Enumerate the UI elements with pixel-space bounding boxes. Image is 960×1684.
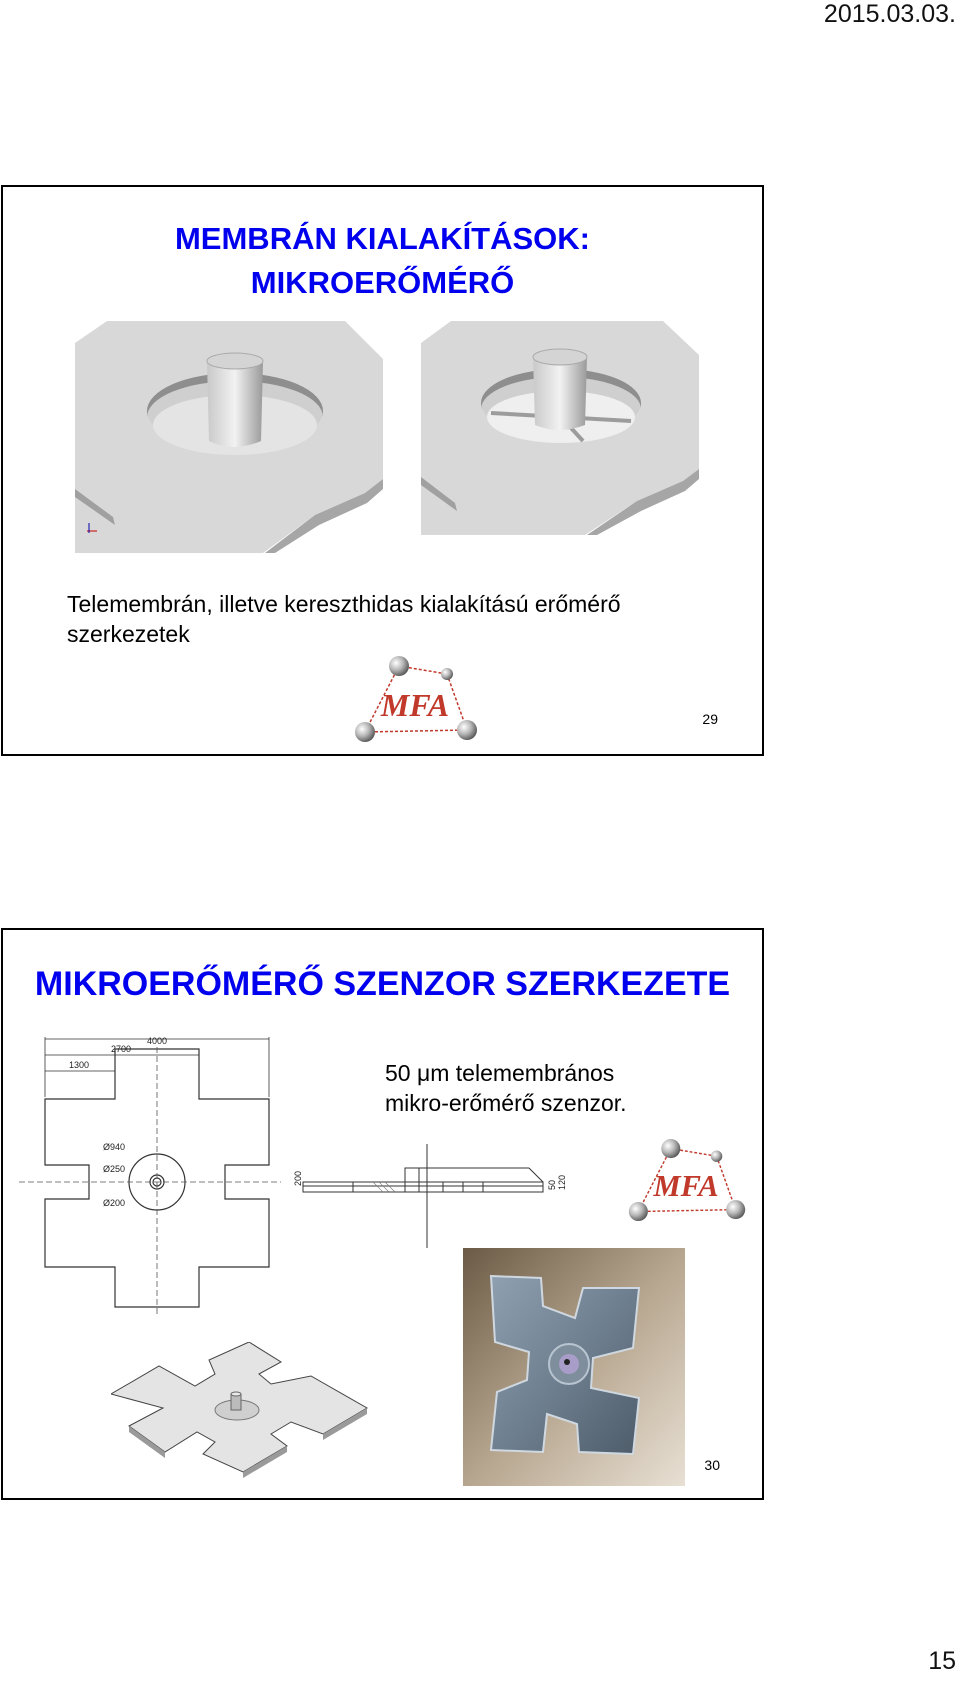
slide-caption: Telemembrán, illetve kereszthidas kialakítású erőmérő szerkezetek: [67, 591, 621, 647]
dim-120: 120: [557, 1174, 567, 1190]
page-number: 15: [928, 1647, 956, 1675]
slide-29: [1, 185, 764, 756]
dim-d940: Ø940: [103, 1142, 126, 1152]
slide-number: 29: [702, 711, 718, 727]
mfa-logo: [625, 1138, 749, 1224]
mfa-logo-text: MFA: [653, 1169, 719, 1204]
dim-2700: 2700: [111, 1044, 132, 1054]
slide-30: [1, 928, 764, 1500]
caption-line-1: 50 μm telemembrános: [385, 1060, 615, 1086]
dim-200: 200: [293, 1170, 303, 1186]
slide-title: MIKROERŐMÉRŐ SZENZOR SZERKEZETE: [34, 965, 731, 1003]
sensor-3d-render: [111, 1342, 375, 1492]
technical-drawing-section: [293, 1144, 583, 1248]
title-line-2: MIKROERŐMÉRŐ: [250, 265, 515, 300]
header-date: 2015.03.03.: [823, 0, 956, 28]
slide-number: 30: [704, 1457, 720, 1473]
dim-d250: Ø250: [103, 1164, 126, 1174]
dim-4000: 4000: [147, 1037, 168, 1046]
dim-d200: Ø200: [103, 1198, 126, 1208]
membrane-render-crossbridge: [421, 321, 701, 535]
sensor-photo: [463, 1248, 685, 1486]
dim-1300: 1300: [69, 1060, 90, 1070]
dim-50: 50: [547, 1179, 557, 1190]
mfa-logo: [351, 656, 481, 744]
slide-title: [3, 217, 762, 305]
technical-drawing-top-view: [19, 1037, 281, 1321]
mfa-logo-text: MFA: [380, 687, 450, 723]
membrane-render-full: [75, 321, 387, 553]
slide-caption: [385, 1058, 725, 1118]
title-line-1: MEMBRÁN KIALAKÍTÁSOK:: [174, 221, 591, 256]
caption-line-2: mikro-erőmérő szenzor.: [385, 1090, 627, 1116]
